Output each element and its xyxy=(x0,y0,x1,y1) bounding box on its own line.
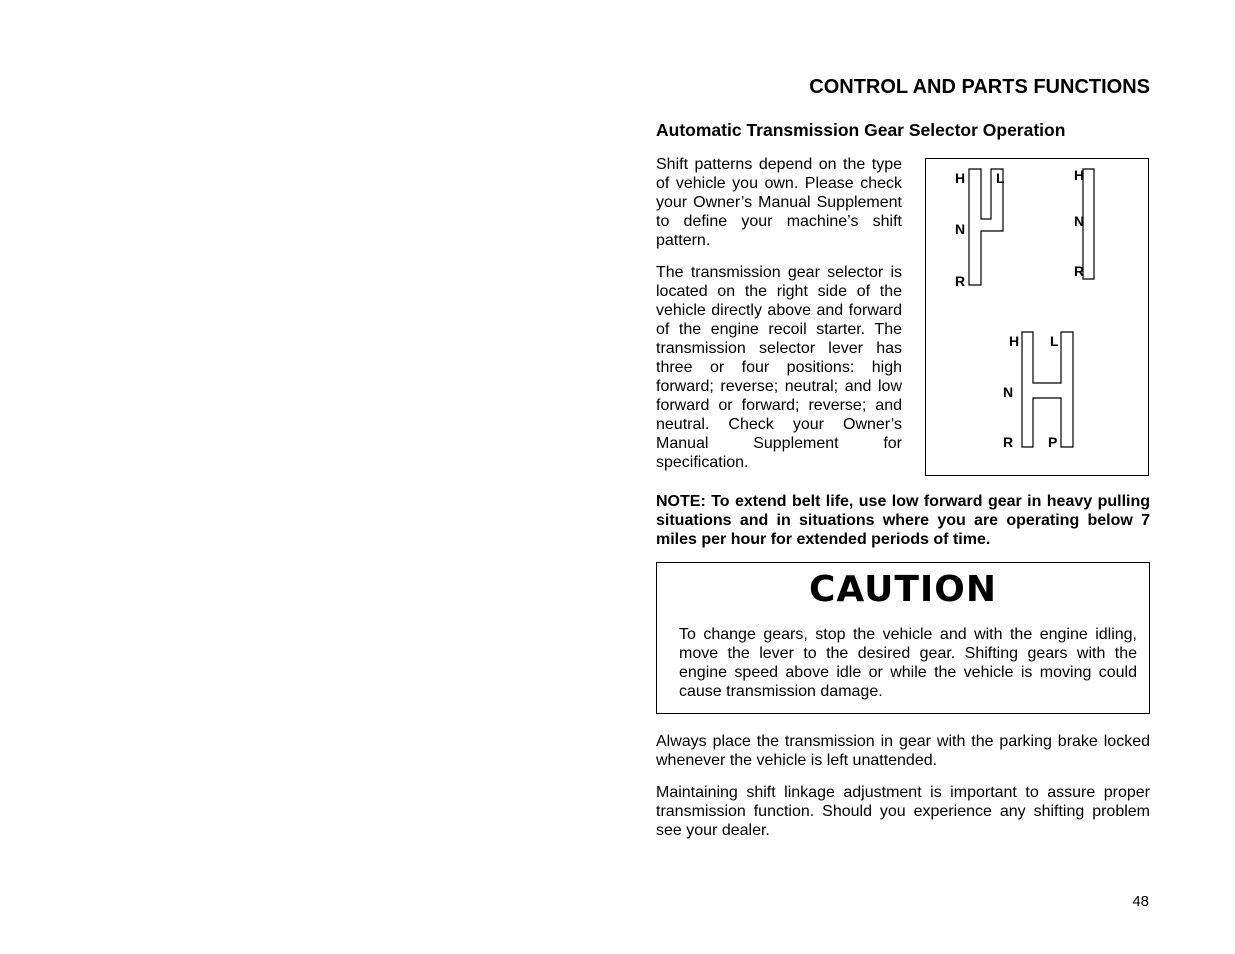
pattern-a-label-low: L xyxy=(996,170,1005,186)
pattern-c-label-park: P xyxy=(1048,434,1058,450)
belt-life-note: NOTE: To extend belt life, use low forward gear in heavy pulling situations and in situations where you are operating below 7 miles per hour for extended periods of time. xyxy=(656,493,1150,548)
pattern-c-gate xyxy=(1022,332,1073,447)
shift-pattern-svg xyxy=(926,159,1147,474)
selector-location-paragraph: The transmission gear selector is located on the right side of the vehicle directly above and forward of the engine recoil starter. The transmission selector lever has three or four positions: high forward; reverse; neutral; and low forward or forward; reverse; and neutral. Check your Owner’s Manual Supplement for specification. xyxy=(656,264,902,471)
pattern-a-gate xyxy=(969,169,1003,285)
subsection-title: Automatic Transmission Gear Selector Operation xyxy=(656,120,1066,140)
pattern-b-gate xyxy=(1083,169,1094,279)
pattern-c-label-low: L xyxy=(1050,333,1059,349)
shift-pattern-diagram xyxy=(925,158,1149,476)
caution-text: To change gears, stop the vehicle and with the engine idling, move the lever to the desired gear. Shifting gears with the engine speed above idle or while the vehicle is moving could cause transmission damage. xyxy=(679,626,1137,700)
caution-box xyxy=(656,562,1150,714)
pattern-c-label-reverse: R xyxy=(1003,434,1014,450)
caution-title: CAUTION xyxy=(808,569,998,610)
pattern-a-label-neutral: N xyxy=(955,221,966,237)
pattern-b-label-reverse: R xyxy=(1074,263,1085,279)
section-title: CONTROL AND PARTS FUNCTIONS xyxy=(809,76,1150,98)
parking-paragraph: Always place the transmission in gear with the parking brake locked whenever the vehicle is left unattended. xyxy=(656,733,1150,769)
pattern-c-label-high: H xyxy=(1009,333,1020,349)
linkage-paragraph: Maintaining shift linkage adjustment is important to assure proper transmission function. Should you experience any shifting problem see your dealer. xyxy=(656,784,1150,839)
pattern-a-label-reverse: R xyxy=(955,273,966,289)
shift-patterns-paragraph: Shift patterns depend on the type of vehicle you own. Please check your Owner’s Manual Supplement to define your machine’s shift pattern. xyxy=(656,156,902,249)
page-number: 48 xyxy=(1132,893,1149,910)
pattern-b-label-neutral: N xyxy=(1074,213,1085,229)
pattern-a-label-high: H xyxy=(955,170,966,186)
pattern-c-label-neutral: N xyxy=(1003,384,1014,400)
pattern-b-label-high: H xyxy=(1074,167,1085,183)
